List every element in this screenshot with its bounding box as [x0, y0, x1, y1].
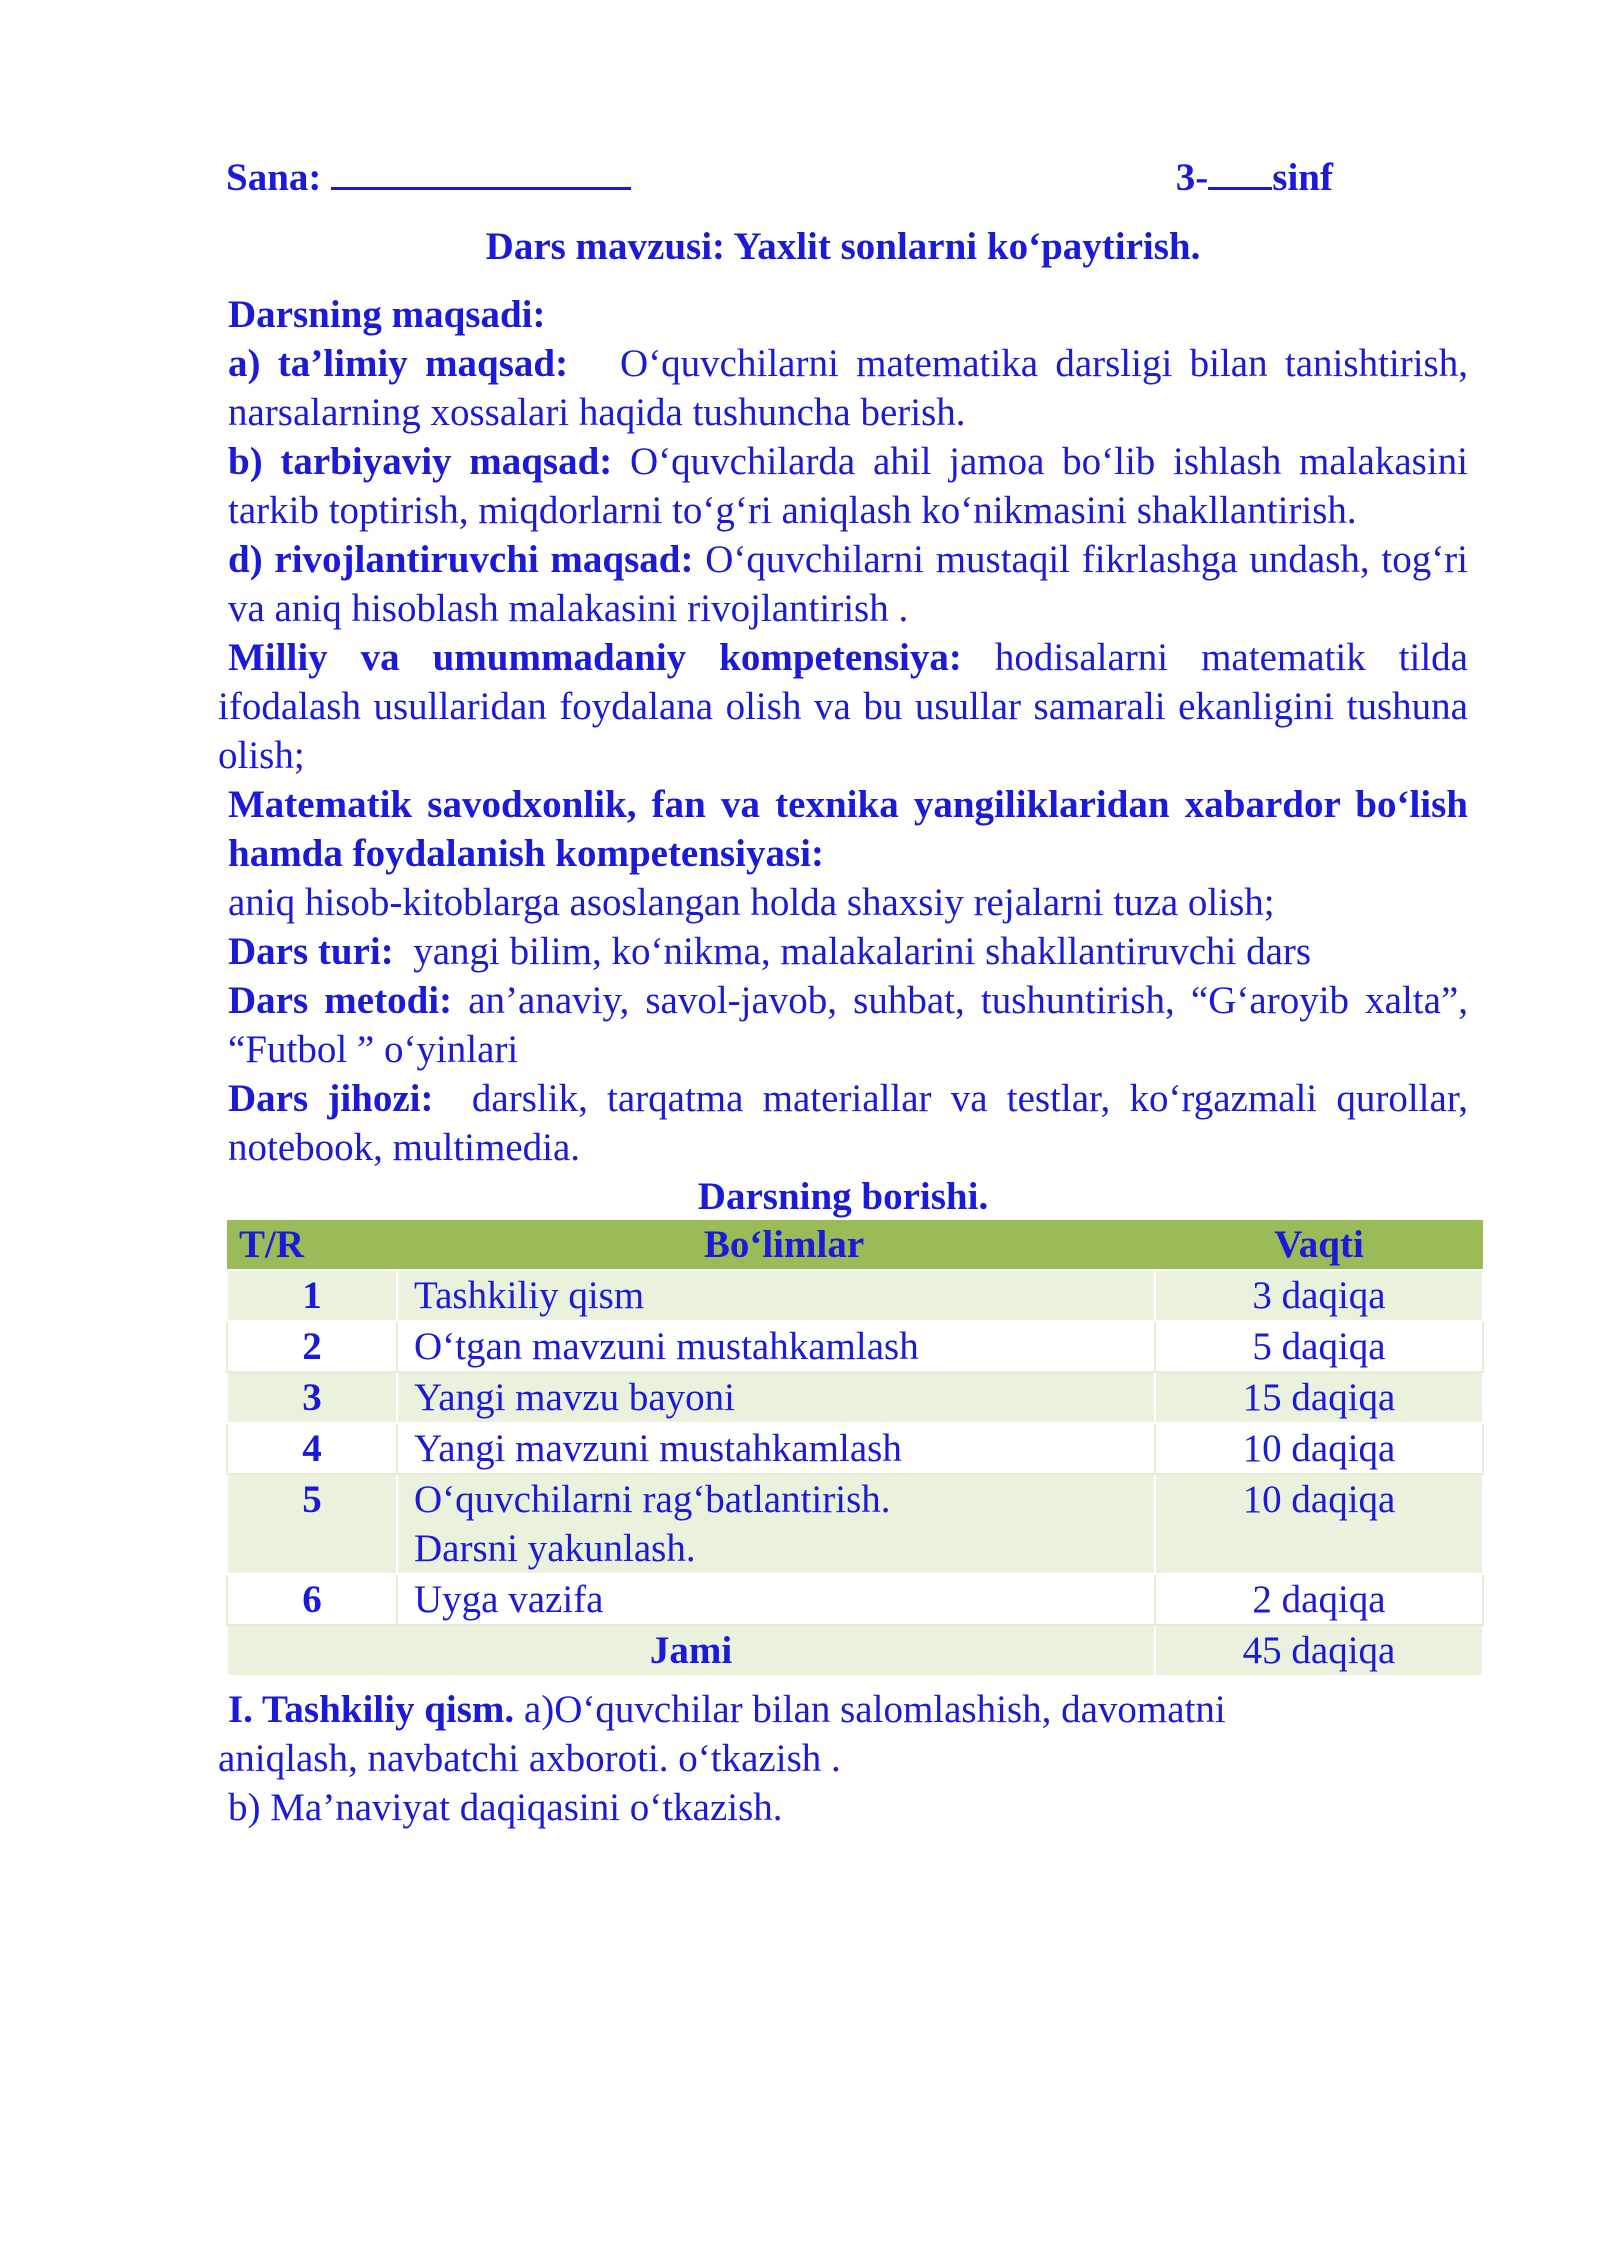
competency-milliy-label: Milliy va umummadaniy kompetensiya: — [228, 636, 962, 679]
total-label: Jami — [227, 1625, 1155, 1676]
section-organizational-text: a)O‘quvchilar bilan salomlashish, davomatni — [523, 1688, 1226, 1731]
row-number: 5 — [227, 1474, 397, 1574]
row-time: 5 daqiqa — [1155, 1321, 1483, 1372]
goal-d-label: d) rivojlantiruvchi maqsad: — [228, 538, 694, 581]
lesson-plan — [218, 150, 1468, 1832]
column-header: Vaqti — [1155, 1220, 1483, 1270]
row-number: 1 — [227, 1270, 397, 1321]
date-field — [218, 153, 631, 202]
competency-milliy-text: hodisalarni matematik tilda ifodalash usullaridan foydalana olish va bu usullar samarali ekanligini tushuna olish; — [218, 636, 1468, 777]
section-organizational-label: I. Tashkiliy qism. — [228, 1688, 515, 1731]
goal-a — [218, 339, 1468, 437]
row-section: Tashkiliy qism — [397, 1270, 1155, 1321]
header-row — [218, 150, 1468, 202]
section-organizational-line1 — [218, 1685, 1468, 1734]
lesson-equipment-label: Dars jihozi: — [228, 1077, 434, 1120]
row-number: 3 — [227, 1372, 397, 1423]
lesson-method — [218, 976, 1468, 1074]
table-row — [227, 1372, 1483, 1423]
table-row — [227, 1574, 1483, 1625]
row-section-line: Darsni yakunlash. — [414, 1527, 696, 1570]
row-time: 3 daqiqa — [1155, 1270, 1483, 1321]
row-number: 4 — [227, 1423, 397, 1474]
row-section: O‘tgan mavzuni mustahkamlash — [397, 1321, 1155, 1372]
section-organizational-line2: aniqlash, navbatchi axboroti. o‘tkazish . — [218, 1737, 841, 1780]
column-header: T/R — [227, 1220, 397, 1270]
date-label: Sana: — [226, 156, 322, 199]
competency-matem-text: aniq hisob-kitoblarga asoslangan holda shaxsiy rejalarni tuza olish; — [228, 881, 1275, 924]
row-number: 2 — [227, 1321, 397, 1372]
table-row — [227, 1474, 1483, 1574]
class-field — [1176, 153, 1468, 202]
goals-heading: Darsning maqsadi: — [228, 293, 546, 336]
table-row — [227, 1423, 1483, 1474]
goal-b — [218, 437, 1468, 535]
goal-b-label: b) tarbiyaviy maqsad: — [228, 440, 613, 483]
table-header-row — [227, 1220, 1483, 1270]
total-time: 45 daqiqa — [1155, 1625, 1483, 1676]
row-section: Uyga vazifa — [397, 1574, 1155, 1625]
row-section-line: O‘quvchilarni rag‘batlantirish. — [414, 1478, 891, 1521]
competency-matem — [218, 780, 1468, 927]
row-number: 6 — [227, 1574, 397, 1625]
schedule-table — [226, 1220, 1484, 1677]
lesson-type-text: yangi bilim, ko‘nikma, malakalarini shakllantiruvchi dars — [413, 930, 1312, 973]
competency-milliy — [218, 633, 1468, 780]
lesson-method-label: Dars metodi: — [228, 979, 453, 1022]
lesson-topic: Dars mavzusi: Yaxlit sonlarni ko‘paytirish. — [485, 225, 1201, 268]
lesson-type — [218, 927, 1468, 976]
column-header: Bo‘limlar — [397, 1220, 1155, 1270]
lesson-type-label: Dars turi: — [228, 930, 394, 973]
class-prefix: 3- — [1175, 156, 1209, 199]
competency-matem-label: Matematik savodxonlik, fan va texnika yangiliklaridan xabardor bo‘lish hamda foydalanish kompetensiyasi: — [228, 783, 1468, 875]
lesson-equipment — [218, 1074, 1468, 1172]
section-organizational-b: b) Ma’naviyat daqiqasini o‘tkazish. — [228, 1786, 783, 1829]
row-section: Yangi mavzu bayoni — [397, 1372, 1155, 1423]
row-time: 2 daqiqa — [1155, 1574, 1483, 1625]
table-total-row — [227, 1625, 1483, 1676]
goal-a-label: a) ta’limiy maqsad: — [228, 342, 569, 385]
table-row — [227, 1270, 1483, 1321]
class-suffix: sinf — [1272, 156, 1333, 199]
table-row — [227, 1321, 1483, 1372]
row-time: 10 daqiqa — [1155, 1474, 1483, 1574]
row-section: Yangi mavzuni mustahkamlash — [397, 1423, 1155, 1474]
date-blank — [331, 187, 631, 190]
goal-b-text: O‘quvchilarda ahil jamoa bo‘lib ishlash malakasini tarkib toptirish, miqdorlarni to‘g‘ri aniqlash ko‘nikmasini shakllantirish. — [228, 440, 1468, 532]
class-blank — [1208, 187, 1272, 190]
lesson-method-text: an’anaviy, savol-javob, suhbat, tushuntirish, “G‘aroyib xalta”, “Futbol ” o‘yinlari — [228, 979, 1469, 1071]
goal-d-text: O‘quvchilarni mustaqil fikrlashga undash, tog‘ri va aniq hisoblash malakasini rivojlantirish . — [228, 538, 1469, 630]
row-time: 15 daqiqa — [1155, 1372, 1483, 1423]
row-time: 10 daqiqa — [1155, 1423, 1483, 1474]
lesson-equipment-text: darslik, tarqatma materiallar va testlar, ko‘rgazmali qurollar, notebook, multimedia. — [228, 1077, 1468, 1169]
row-section — [397, 1474, 1155, 1574]
progress-heading: Darsning borishi. — [697, 1175, 989, 1218]
section-organizational — [218, 1685, 1468, 1832]
goal-d — [218, 535, 1468, 633]
goal-a-text: O‘quvchilarni matematika darsligi bilan tanishtirish, narsalarning xossalari haqida tushuncha berish. — [228, 342, 1468, 434]
